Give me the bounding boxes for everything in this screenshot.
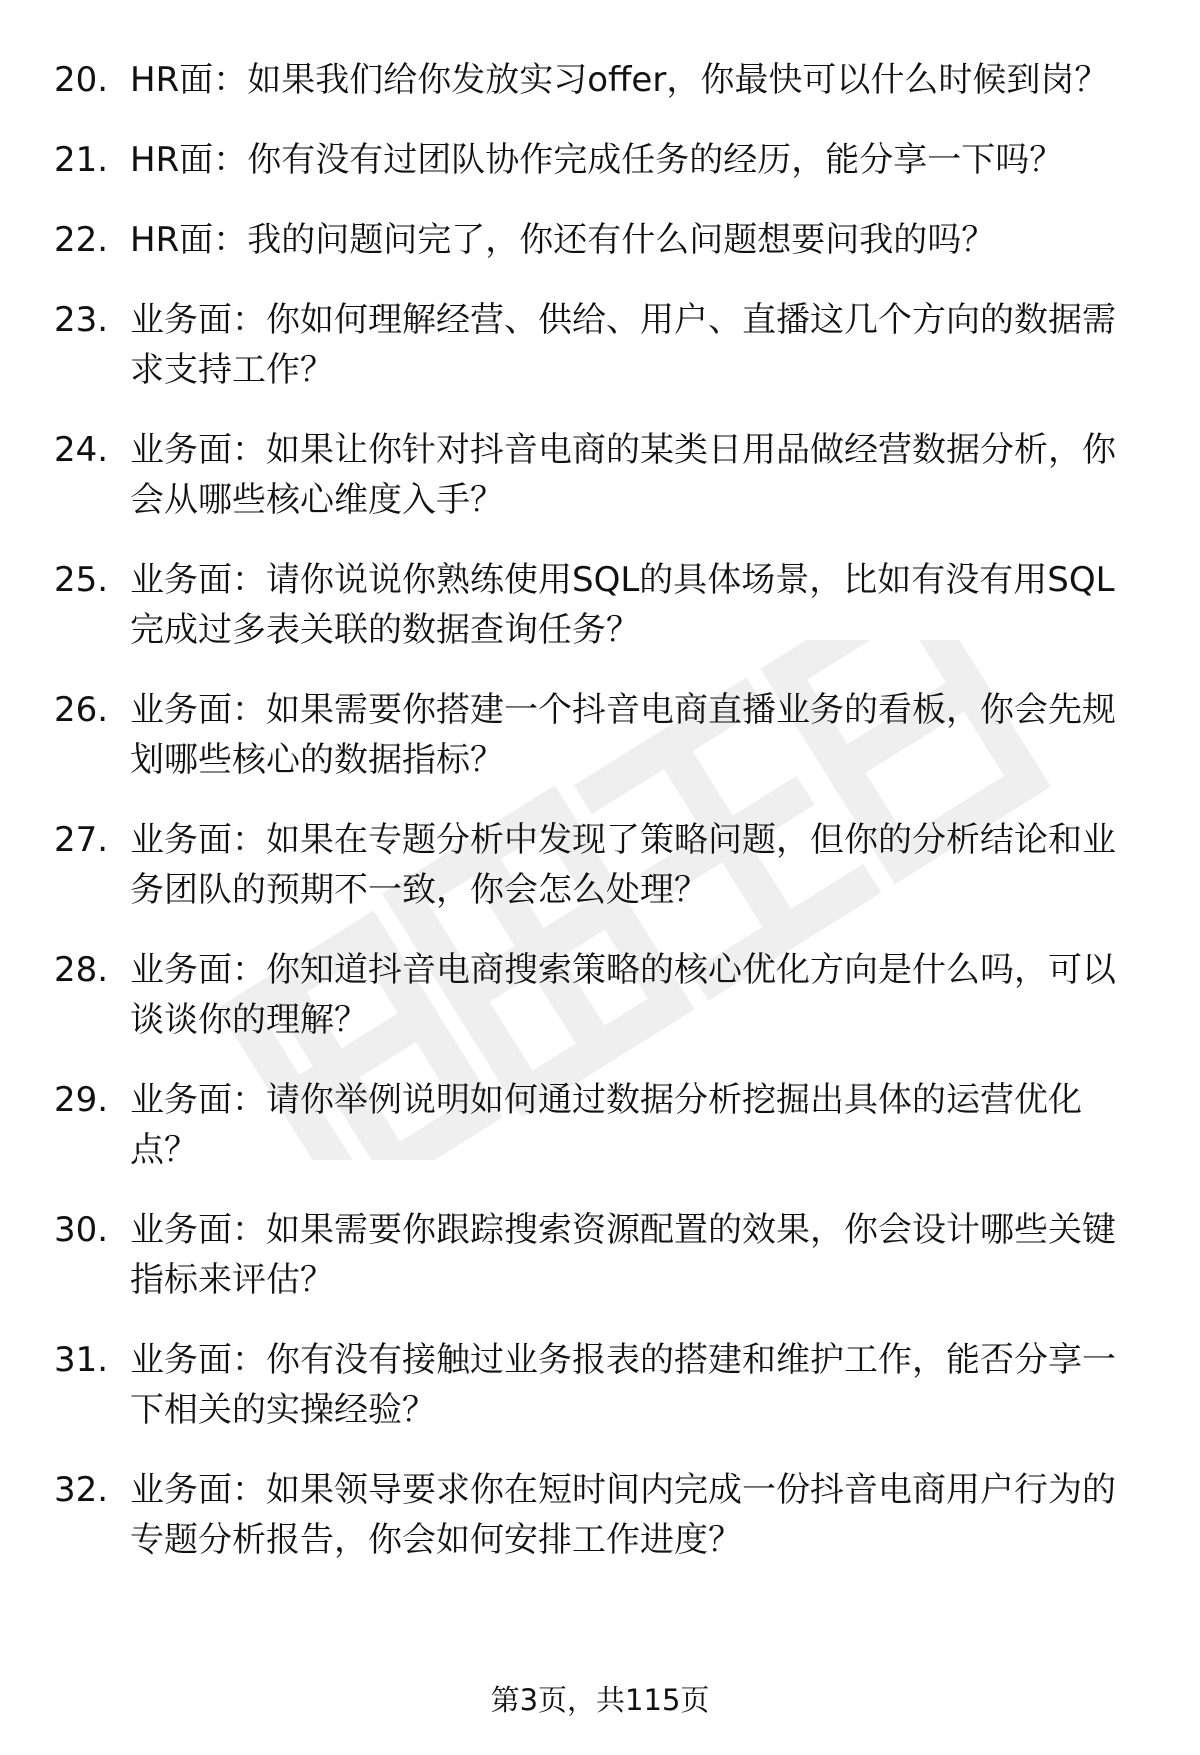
question-number: 31. xyxy=(54,1340,109,1380)
question-body xyxy=(130,1465,1144,1565)
list-item xyxy=(54,815,1144,915)
question-role: 业务面 xyxy=(130,1340,232,1380)
question-text: 如果需要你搭建一个抖音电商直播业务的看板，你会先规划哪些核心的数据指标？ xyxy=(130,690,1116,780)
question-body xyxy=(130,945,1144,1045)
question-separator: ： xyxy=(232,950,266,990)
list-item xyxy=(54,1205,1144,1305)
question-role: HR面 xyxy=(130,60,214,100)
question-separator: ： xyxy=(232,430,266,470)
question-role: 业务面 xyxy=(130,300,232,340)
list-item xyxy=(54,945,1144,1045)
question-body xyxy=(130,55,1144,105)
question-body xyxy=(130,135,1144,185)
question-separator: ： xyxy=(232,1080,266,1120)
question-text: 请你说说你熟练使用SQL的具体场景，比如有没有用SQL完成过多表关联的数据查询任务？ xyxy=(130,560,1115,650)
list-item xyxy=(54,55,1144,105)
question-text: 你知道抖音电商搜索策略的核心优化方向是什么吗，可以谈谈你的理解？ xyxy=(130,950,1116,1040)
list-item xyxy=(54,215,1144,265)
question-role: 业务面 xyxy=(130,1210,232,1250)
list-item xyxy=(54,1075,1144,1175)
question-body xyxy=(130,555,1144,655)
question-body xyxy=(130,1335,1144,1435)
list-item xyxy=(54,425,1144,525)
question-separator: ： xyxy=(232,1210,266,1250)
question-text: 请你举例说明如何通过数据分析挖掘出具体的运营优化点？ xyxy=(130,1080,1082,1170)
list-item xyxy=(54,685,1144,785)
question-role: 业务面 xyxy=(130,560,232,600)
question-number: 30. xyxy=(54,1210,109,1250)
question-number: 27. xyxy=(54,820,109,860)
question-role: HR面 xyxy=(130,140,214,180)
question-separator: ： xyxy=(232,560,266,600)
list-item xyxy=(54,1335,1144,1435)
question-role: 业务面 xyxy=(130,1470,232,1510)
question-separator: ： xyxy=(232,300,266,340)
question-number: 26. xyxy=(54,690,109,730)
question-number: 28. xyxy=(54,950,109,990)
question-number: 20. xyxy=(54,60,109,100)
question-text: 你如何理解经营、供给、用户、直播这几个方向的数据需求支持工作？ xyxy=(130,300,1116,390)
question-body xyxy=(130,425,1144,525)
question-role: 业务面 xyxy=(130,1080,232,1120)
list-item xyxy=(54,295,1144,395)
question-list xyxy=(54,55,1144,1595)
question-body xyxy=(130,295,1144,395)
question-separator: ： xyxy=(213,220,248,260)
question-role: 业务面 xyxy=(130,820,232,860)
question-text: 如果需要你跟踪搜索资源配置的效果，你会设计哪些关键指标来评估？ xyxy=(130,1210,1116,1300)
question-role: 业务面 xyxy=(130,690,232,730)
question-text: 如果在专题分析中发现了策略问题，但你的分析结论和业务团队的预期不一致，你会怎么处理？ xyxy=(130,820,1116,910)
question-separator: ： xyxy=(232,1470,266,1510)
list-item xyxy=(54,555,1144,655)
question-text: 你有没有过团队协作完成任务的经历，能分享一下吗？ xyxy=(247,140,1064,180)
question-number: 23. xyxy=(54,300,109,340)
question-text: 我的问题问完了，你还有什么问题想要问我的吗？ xyxy=(247,220,996,260)
question-separator: ： xyxy=(232,820,266,860)
question-number: 29. xyxy=(54,1080,109,1120)
question-separator: ： xyxy=(232,1340,266,1380)
question-role: 业务面 xyxy=(130,950,232,990)
question-role: 业务面 xyxy=(130,430,232,470)
question-body xyxy=(130,1205,1144,1305)
question-body xyxy=(130,685,1144,785)
question-text: 如果领导要求你在短时间内完成一份抖音电商用户行为的专题分析报告，你会如何安排工作进度？ xyxy=(130,1470,1116,1560)
question-number: 25. xyxy=(54,560,109,600)
question-text: 如果我们给你发放实习offer，你最快可以什么时候到岗？ xyxy=(247,60,1109,100)
question-number: 21. xyxy=(54,140,109,180)
question-body xyxy=(130,815,1144,915)
question-number: 22. xyxy=(54,220,109,260)
question-role: HR面 xyxy=(130,220,214,260)
question-number: 24. xyxy=(54,430,109,470)
list-item xyxy=(54,135,1144,185)
question-separator: ： xyxy=(232,690,266,730)
question-body xyxy=(130,215,1144,265)
question-body xyxy=(130,1075,1144,1175)
list-item xyxy=(54,1465,1144,1565)
question-number: 32. xyxy=(54,1470,109,1510)
question-text: 如果让你针对抖音电商的某类日用品做经营数据分析，你会从哪些核心维度入手？ xyxy=(130,430,1116,520)
question-separator: ： xyxy=(213,140,248,180)
page-footer: 第3页，共115页 xyxy=(490,1683,710,1717)
question-separator: ： xyxy=(213,60,248,100)
question-text: 你有没有接触过业务报表的搭建和维护工作，能否分享一下相关的实操经验？ xyxy=(130,1340,1116,1430)
